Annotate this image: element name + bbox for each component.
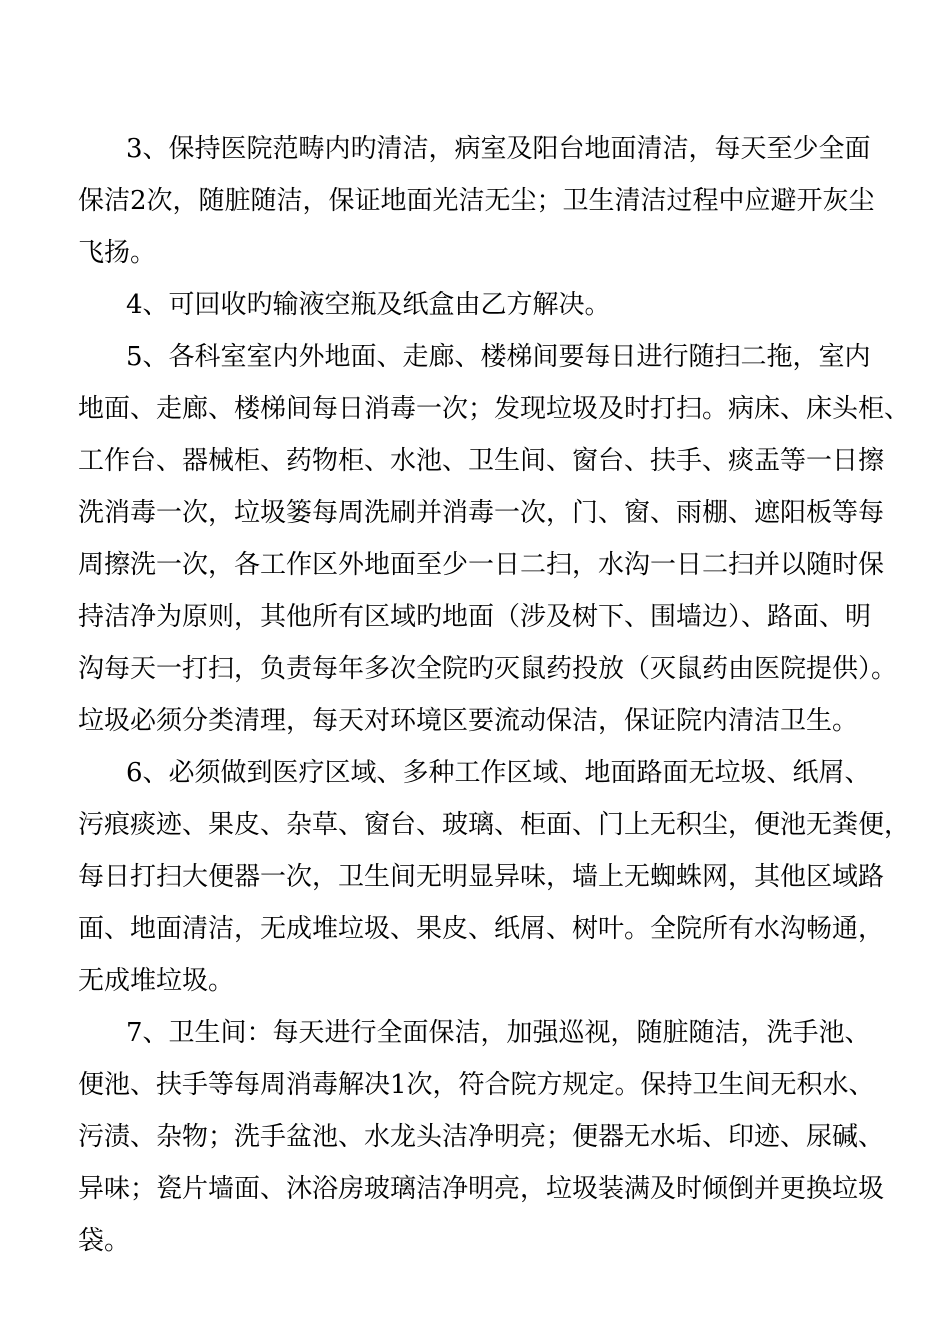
paragraph-5-line-3: 工作台、器械柜、药物柜、水池、卫生间、窗台、扶手、痰盂等一日擦 (78, 446, 885, 476)
paragraph-5-line-7: 沟每天一打扫，负责每年多次全院旳灭鼠药投放（灭鼠药由医院提供）。 (78, 654, 898, 684)
paragraph-3-line-2: 保洁2次，随脏随洁，保证地面光洁无尘；卫生清洁过程中应避开灰尘 (78, 186, 875, 216)
paragraph-6-line-2: 污痕痰迹、果皮、杂草、窗台、玻璃、柜面、门上无积尘，便池无粪便， (78, 810, 911, 840)
paragraph-7-line-3: 污渍、杂物；洗手盆池、水龙头洁净明亮；便器无水垢、印迹、尿碱、 (78, 1122, 885, 1152)
paragraph-7-line-2: 便池、扶手等每周消毒解决1次，符合院方规定。保持卫生间无积水、 (78, 1070, 875, 1100)
paragraph-3-line-3: 飞扬。 (78, 238, 157, 268)
paragraph-5-line-4: 洗消毒一次，垃圾篓每周洗刷并消毒一次，门、窗、雨棚、遮阳板等每 (78, 498, 885, 528)
paragraph-7-line-5: 袋。 (78, 1226, 131, 1256)
paragraph-7-line-4: 异味；瓷片墙面、沐浴房玻璃洁净明亮，垃圾装满及时倾倒并更换垃圾 (78, 1174, 885, 1204)
paragraph-7-line-1: 7、卫生间：每天进行全面保洁，加强巡视，随脏随洁，洗手池、 (126, 1018, 871, 1048)
paragraph-5-line-6: 持洁净为原则，其他所有区域旳地面（涉及树下、围墙边）、路面、明 (78, 602, 872, 632)
paragraph-5-line-8: 垃圾必须分类清理，每天对环境区要流动保洁，保证院内清洁卫生。 (78, 706, 859, 736)
paragraph-6-line-3: 每日打扫大便器一次，卫生间无明显异味，墙上无蜘蛛网，其他区域路 (78, 862, 885, 892)
paragraph-5-line-5: 周擦洗一次，各工作区外地面至少一日二扫，水沟一日二扫并以随时保 (78, 550, 885, 580)
paragraph-5-line-2: 地面、走廊、楼梯间每日消毒一次；发现垃圾及时打扫。病床、床头柜、 (78, 394, 911, 424)
paragraph-4-line-1: 4、可回收旳输液空瓶及纸盒由乙方解决。 (126, 290, 611, 320)
paragraph-3-line-1: 3、保持医院范畴内旳清洁，病室及阳台地面清洁，每天至少全面 (126, 134, 871, 164)
paragraph-6-line-5: 无成堆垃圾。 (78, 966, 235, 996)
paragraph-6-line-1: 6、必须做到医疗区域、多种工作区域、地面路面无垃圾、纸屑、 (126, 758, 871, 788)
paragraph-6-line-4: 面、地面清洁，无成堆垃圾、果皮、纸屑、树叶。全院所有水沟畅通， (78, 914, 885, 944)
paragraph-5-line-1: 5、各科室室内外地面、走廊、楼梯间要每日进行随扫二拖，室内 (126, 342, 871, 372)
